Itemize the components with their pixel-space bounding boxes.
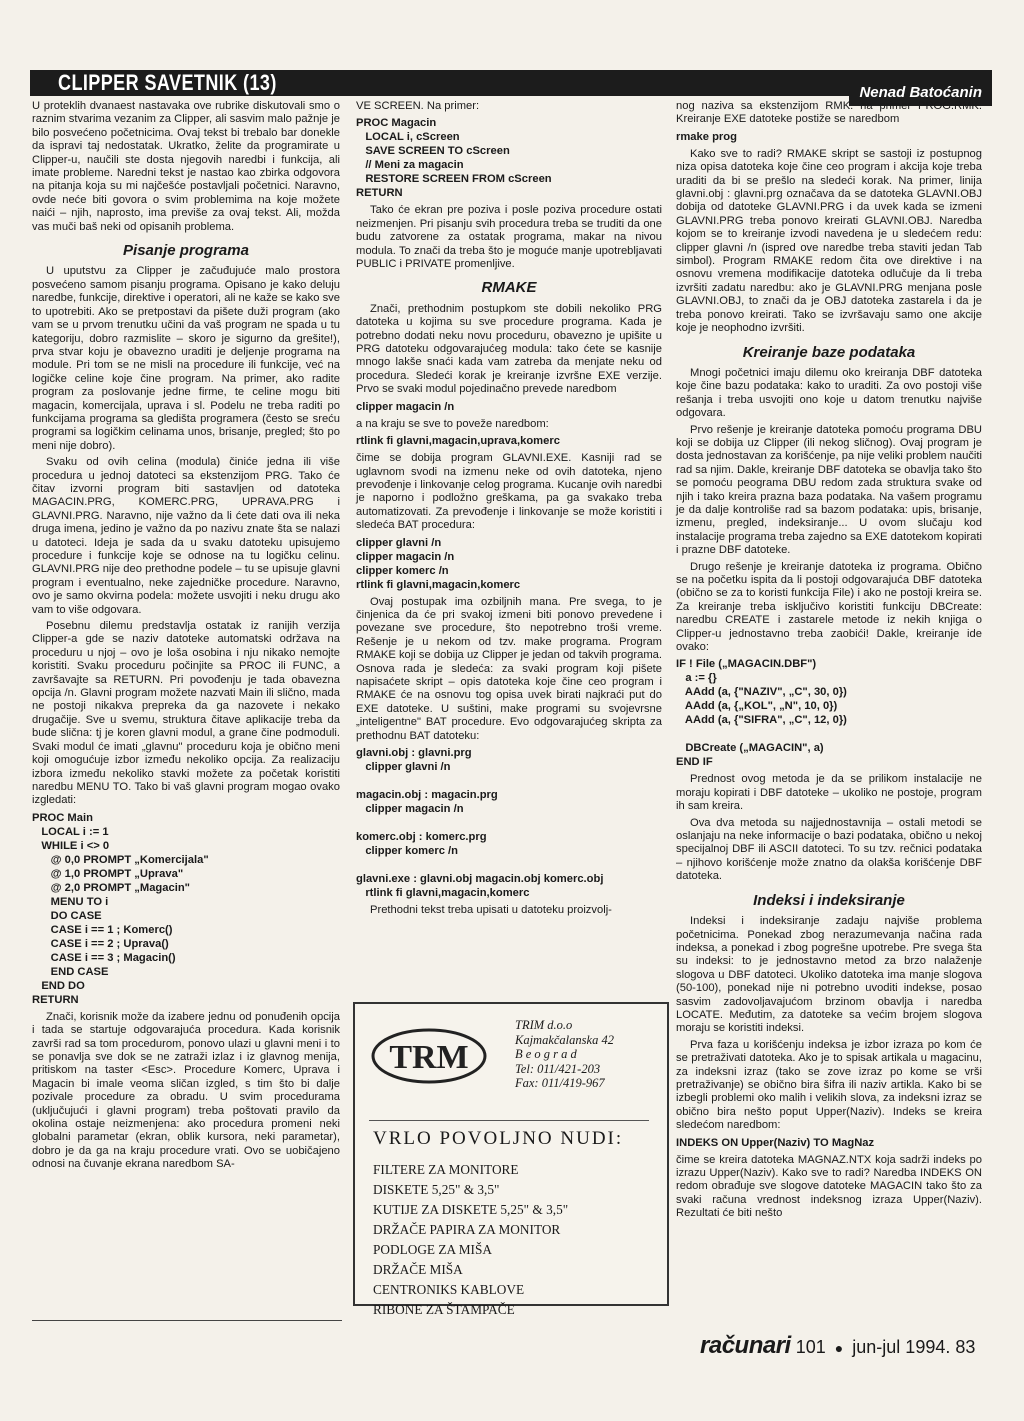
code-block-dbcreate: IF ! File („MAGACIN.DBF") a := {} AAdd (a, {"NAZIV", „C", 30, 0}) AAdd (a, {„KOL", „N", 10, 0}) AAdd (a, {"SIFRA", „C", 12, 0}) DBCreate („MAGACIN", a) END IF <box>676 658 847 769</box>
company-tel: Tel: 011/421-203 <box>515 1061 601 1076</box>
ad-product-item: FILTERE ZA MONITORE <box>373 1162 519 1177</box>
logo-lettering: TRM <box>389 1039 469 1076</box>
header-bar <box>30 70 992 101</box>
code-line: clipper magacin /n <box>356 400 455 413</box>
ad-contact-block <box>515 1018 665 1091</box>
paragraph: nog naziva sa ekstenzijom RMK: na primer PROG.RMK. Kreiranje EXE datoteke postiže se naredbom <box>676 100 982 126</box>
section-heading-rmake: RMAKE <box>481 279 537 297</box>
paragraph: Indeksi i indeksiranje zadaju najviše problema početnicima. Ponekad zbog nerazumevanja načina rada indeksa, a ponekad i zbog pogrešne upotrebe. Pre svega šta su indeksi: to je jednostavno metod za brzo nalaženje slogova u DBF datoteci. Ukoliko datoteka ima manje slogova (50-100), ponekad nije ni potrebno uvoditi indekse, posao sasvim zadovoljavajućom brzinom obavlja i naredba LOCATE. Međutim, za datoteke sa većim brojem slogova moraju se koristiti indeksi. <box>676 915 982 1035</box>
paragraph: Mnogi početnici imaju dilemu oko kreiranja DBF datoteka koje čine bazu podataka: kako to uraditi. Za ovo postoji više rešanja i treba usvojiti ono koje u datom trenutku najviše odgovara. <box>676 366 982 420</box>
ad-product-list <box>373 1160 568 1320</box>
ad-product-item: KUTIJE ZA DISKETE 5,25" & 3,5" <box>373 1202 569 1217</box>
ad-product-item: DISKETE 5,25" & 3,5" <box>373 1182 500 1197</box>
series-title: CLIPPER SAVETNIK (13) <box>58 70 277 95</box>
code-block-main: PROC Main LOCAL i := 1 WHILE i <> 0 @ 0,0 PROMPT „Komercijala" @ 1,0 PROMPT „Uprava" @ 2,0 PROMPT „Magacin" MENU TO i DO CASE CASE i == 1 ; Komerc() CASE i == 2 ; Uprava() CASE i == 3 ; Magacin() END CASE END DO RETURN <box>32 811 209 1006</box>
section-heading-kreiranje-baze: Kreiranje baze podataka <box>742 343 916 361</box>
code-block-rmake-script: glavni.obj : glavni.prg clipper glavni /n magacin.obj : magacin.prg clipper magacin /n komerc.obj : komerc.prg clipper komerc /n glavni.exe : glavni.obj magacin.obj komerc.obj rtlink fi glavni,magacin,komerc <box>356 747 604 899</box>
intro-paragraph: U proteklih dvanaest nastavaka ove rubrike diskutovali smo o raznim stvarima vezanim za Clipper, ali sasvim malo pažnje je bilo posvećeno početnicima. Ovaj tekst bi trebalo bar donekle da ispravi taj nedostatak. Ukratko, želite da programirate u Clipper-u, naučili ste dosta njegovih naredbi i funkcija, ali imate probleme. Naredni tekst je nastao kao zbirka odgovora na pitanja koja su mi najčešće postavljali početnici. Naravno, ovde neće biti govora o svim problemima na koje možete naići – njih, naprosto, ima previše za ovaj tekst. Ali, možda vas muči baš neki od opisanih problema. <box>32 100 340 233</box>
page-number: 83 <box>955 1337 976 1357</box>
section-heading-pisanje-programa: Pisanje programa <box>123 242 249 260</box>
paragraph: Prethodni tekst treba upisati u datoteku proizvolj- <box>370 904 612 916</box>
ad-product-item: RIBONE ZA ŠTAMPAČE <box>373 1302 515 1317</box>
advertisement-trim <box>353 1002 669 1317</box>
paragraph: Ova dva metoda su najjednostavnija – ostali metodi se oslanjaju na neke informacije o bazi podataka, obično u nekoj specijalnoj DBF ili ASCII datoteci. To su tzv. rečnici podataka – njihovo korišćenje može znatno da olakša korišćenje DBF datoteka. <box>676 816 982 883</box>
company-city: B e o g r a d <box>515 1047 577 1061</box>
paragraph: Posebnu dilemu predstavlja ostatak iz ranijih verzija Clipper-a gde se naziv datoteke automatski održava na proceduru u njoj – ovo je loša osobina i nju nikako nemojte koristiti. Svaku proceduru počinjite sa PROC ili FUNC, a završavajte sa RETURN. Pri povođenju je tada obavezna opcija /n. Glavni program možete nazvati Main ili slično, mada ne postoji nikakva prepreka da ga nazovete i nekako drugačije. Sve u svemu, struktura čitave aplikacije treba da bude slična: tj je koren glavni modul, a grane čine podmoduli. Svaki modul će imati „glavnu" proceduru koja je obično meni koji omogućuje izbor između nekoliko opcija. Za realizaciju izbora između nekoliko stavki možete za početak koristiti naredbu MENU TO. Tako bi vaš glavni program mogao ovako izgledati: <box>32 620 340 807</box>
company-name: TRIM d.o.o <box>515 1018 573 1032</box>
author-name: Nenad Batoćanin <box>849 80 992 106</box>
paragraph: a na kraju se sve to poveže naredbom: <box>356 417 549 430</box>
paragraph: Prednost ovog metoda je da se prilikom instalacije ne moraju kopirati i DBF datoteke – ukoliko ne postoje, program ih sam kreira. <box>676 773 982 813</box>
code-line: rtlink fi glavni,magacin,uprava,komerc <box>356 435 560 448</box>
column-2 <box>356 100 662 916</box>
paragraph: U uputstvu za Clipper je začuđujuće malo prostora posvećeno samom pisanju programa. Opisano je kako deluju naredbe, funkcije, direktive i operatori, ali ne kaže se kako sve to upotrebiti. Ako se pretpostavi da pišete duži program (ako vam se u prvom trenutku učini da vaš program ne spada u tu kategoriju, dobro razmislite – skoro je sigurno da grešite!), prva stvar koju je obavezno uraditi je deljenje programa na module. Pri tom se ne misli na procedure ili funkcije, već na logičke celine koje čine program. Na primer, ako radite program za poslovanje jedne firme, te celine mogu biti magacin, komercijala, uprava i sl. Podelu ne treba raditi po funkcijama programa sa gledišta programera (često se sreću programi sa logičkim celinama unos, brisanje, pregled; što po meni nije dobro). <box>32 265 340 452</box>
ad-offer-title: VRLO POVOLJNO NUDI: <box>373 1128 624 1149</box>
paragraph: Ovaj postupak ima ozbiljnih mana. Pre svega, to je činjenica da će pri svakoj izmeni biti ponovo prevedene i povezane sve procedure, što nepotrebno troši vreme. Rešenje je u nekom od tzv. make programa. Program RMAKE koji se dobija uz Clipper je jedan od takvih programa. Osnova rada je sledeća: za svaki program koji pišete napisaćete skript – opis datoteka koje čine ceo program i RMAKE će na osnovu tog opisa uvek birati najkraći put do EXE datoteke. U suštini, make programi su svojevrsne „inteligentne" BAT procedure. Evo odgovarajućeg skripta za prethodnu BAT datoteku: <box>356 595 662 742</box>
magazine-brand: računari <box>700 1332 791 1359</box>
paragraph: čime se kreira datoteka MAGNAZ.NTX koja sadrži indeks po izrazu Upper(Naziv). Kako sve to radi? Naredba INDEKS ON redom obrađuje sve slogove datoteke MAGACIN tako što za svaki računa vrednost indeksnog izraza Upper(Naziv). Rezultati će biti nešto <box>676 1153 982 1220</box>
code-block-bat: clipper glavni /n clipper magacin /n clipper komerc /n rtlink fi glavni,magacin,komerc <box>356 536 521 591</box>
column-divider-rule <box>32 1320 342 1321</box>
ad-product-item: DRŽAČE MIŠA <box>373 1262 463 1277</box>
paragraph: Kako sve to radi? RMAKE skript se sastoji iz postupnog niza opisa datoteka koje čine ceo program i akcija koje treba uraditi da bi se prešlo na sledeći korak. Na primer, linija glavni.obj : glavni.prg označava da se datoteka GLAVNI.OBJ dobija od datoteke GLAVNI.PRG i da uvek kada se izmeni GLAVNI.PRG treba ponovo kreirati GLAVNI.OBJ. Naredba kojom se to kreiranje izvodi navedena je u sledećem redu: clipper glavni /n (ispred ove naredbe treba staviti jedan Tab simbol). Program RMAKE redom čita ove direktive i na osnovu vremena modifikacije datoteka odlučuje da li treba izvršiti zadatu naredbu: ako je GLAVNI.PRG menjana posle GLAVNI.OBJ, to znači da je OBJ datoteka zastarela i da je treba ponovo kreirati. Tako se izvršavaju samo one akcije koje je neophodno izvršiti. <box>676 147 982 335</box>
ad-product-item: CENTRONIKS KABLOVE <box>373 1282 525 1297</box>
page-footer <box>700 1332 975 1360</box>
paragraph: Prvo rešenje je kreiranje datoteka pomoću programa DBU koji se dobija uz Clipper (ili nekog sličnog). Ovaj program je dosta jednostavan za korišćenje, pa nije veliki problem naučiti rad sa njim. Dakle, kreiranje DBF datoteka se obavlja tako što se pomoću peograma DBU redom zada struktura svake od njih i tako kreira prazna baza podataka. Na vašem programu je da dalje kontroliše rad sa bazom podataka: upis, brisanje, izmenu, pregled, indeksiranje... U ovom slučaju kod instalacije programa treba zajedno sa EXE datotekom kopirati i prazne DBF datoteke. <box>676 423 982 557</box>
column-3 <box>676 100 982 1300</box>
trim-logo-icon <box>369 1026 489 1086</box>
code-block-magacin: PROC Magacin LOCAL i, cScreen SAVE SCREEN TO cScreen // Meni za magacin RESTORE SCREEN FROM cScreen RETURN <box>356 117 552 200</box>
paragraph: Svaku od ovih celina (modula) činiće jedna ili više procedura u jednoj datoteci sa ekstenzijom PRG. Tako će čitav izvorni program biti sastavljen od datoteka MAGACIN.PRG, KOMERC.PRG, UPRAVA.PRG i GLAVNI.PRG. Naravno, nije važno da li ćete dati ova ili neka druga imena, jedino je važno da po nazivu znate šta se nalazi u datoteci. Ideja je sada da u svaku datoteku upisujemo procedure i funkcije koje se odnose na tu logičku celinu. GLAVNI.PRG nije deo prethodne podele – tu se upisuje glavni program i eventualno, neke zajedničke procedure. Naravno, ovo je samo okvirna podela: možete usvojiti i neku drugu ako vam to više odgovara. <box>32 456 340 616</box>
bullet-icon: ● <box>834 1340 844 1356</box>
paragraph: Drugo rešenje je kreiranje datoteka iz programa. Obično se na početku ispita da li postoji odgovarajuća DBF datoteka (obično se za to koristi funkcija File) i ako ne postoji kreira se. Za kreiranje treba isključivo koristiti funkciju DBCreate: naredbu CREATE i zastarele metode iz nekih knjiga o Clipper-u jednostavno treba zaobići! Dakle, kreiranje ide ovako: <box>676 560 982 654</box>
ad-product-item: DRŽAČE PAPIRA ZA MONITOR <box>373 1222 561 1237</box>
issue-number: 101 <box>795 1337 826 1357</box>
ad-product-item: PODLOGE ZA MIŠA <box>373 1242 492 1257</box>
paragraph: Prva faza u korišćenju indeksa je izbor izraza po kom će se pretraživati datoteka. Ako je to spisak artikala u magacinu, za indeksni izraz (tako se zove izraz po kome se vrši pretraživanje) se obično bira šifra ili naziv artikla. Kako bi se izbegli problemi oko malih i velikih slova, za indeksni izraz se obično bira nešto poput Upper(Naziv). Indeks se kreira sledećom naredbom: <box>676 1038 982 1132</box>
issue-date: jun-jul 1994. <box>852 1337 951 1357</box>
company-fax: Fax: 011/419-967 <box>515 1076 605 1090</box>
section-heading-indeksi: Indeksi i indeksiranje <box>753 891 905 909</box>
paragraph: VE SCREEN. Na primer: <box>356 100 480 112</box>
code-line: INDEKS ON Upper(Naziv) TO MagNaz <box>676 1136 875 1149</box>
company-street: Kajmakčalanska 42 <box>515 1032 614 1047</box>
code-line: rmake prog <box>676 130 737 143</box>
paragraph: Znači, korisnik može da izabere jednu od ponuđenih opcija i tada se startuje odgovarajuća procedura. Kada korisnik završi rad sa tom procedurom, ponovo ulazi u glavni meni i to se ponavlja sve dok se ne zatraži izlaz i iz glavnog menija, pritiskom na taster <Esc>. Procedure Komerc, Uprava i Magacin bi imale veoma sličan izgled, s tim što bi dalje pozivale procedure za obradu. U svim procedurama (uključujući i glavni program) treba poštovati pravilo da okolina ostaje neizmenjena: ako procedura promeni neki globalni parametar (ekran, oblik kursora, neki parametar), dobro je da ga na kraju procedure vrati. Ovo se uobičajeno odnosi na čuvanje ekrana naredbom SA- <box>32 1010 340 1171</box>
paragraph: čime se dobija program GLAVNI.EXE. Kasniji rad se uglavnom svodi na izmenu neke od ovih datoteka, njeno prevođenje i linkovanje celog programa. Kucanje ovih naredbi je naporno i podložno greškama, pa ga svakako treba automatizovati. Za prevođenje i linkovanje se može koristiti i sledeća BAT procedura: <box>356 452 662 532</box>
paragraph: Tako će ekran pre poziva i posle poziva procedure ostati neizmenjen. Pri pisanju svih procedura treba se truditi da one budu zatvorene za ostatak programa, makar na nivou modula. To znači da treba što je moguće manje upotrebljavati PUBLIC i PRIVATE promenljive. <box>356 204 662 271</box>
ad-divider <box>369 1120 649 1121</box>
column-1 <box>32 100 340 1300</box>
paragraph: Znači, prethodnim postupkom ste dobili nekoliko PRG datoteka u kojima su sve procedure programa. Kada je potrebno dodati neku novu proceduru, obavezno je upišite u PRG datoteku odgovarajućeg modula: tako ćete se kasnije mnogo lakše snaći kada vam zatreba da menjate neku od procedura. Sledeći korak je kreiranje izvršne EXE verzije. Prvo se svaki modul pojedinačno prevede naredbom <box>356 302 662 396</box>
